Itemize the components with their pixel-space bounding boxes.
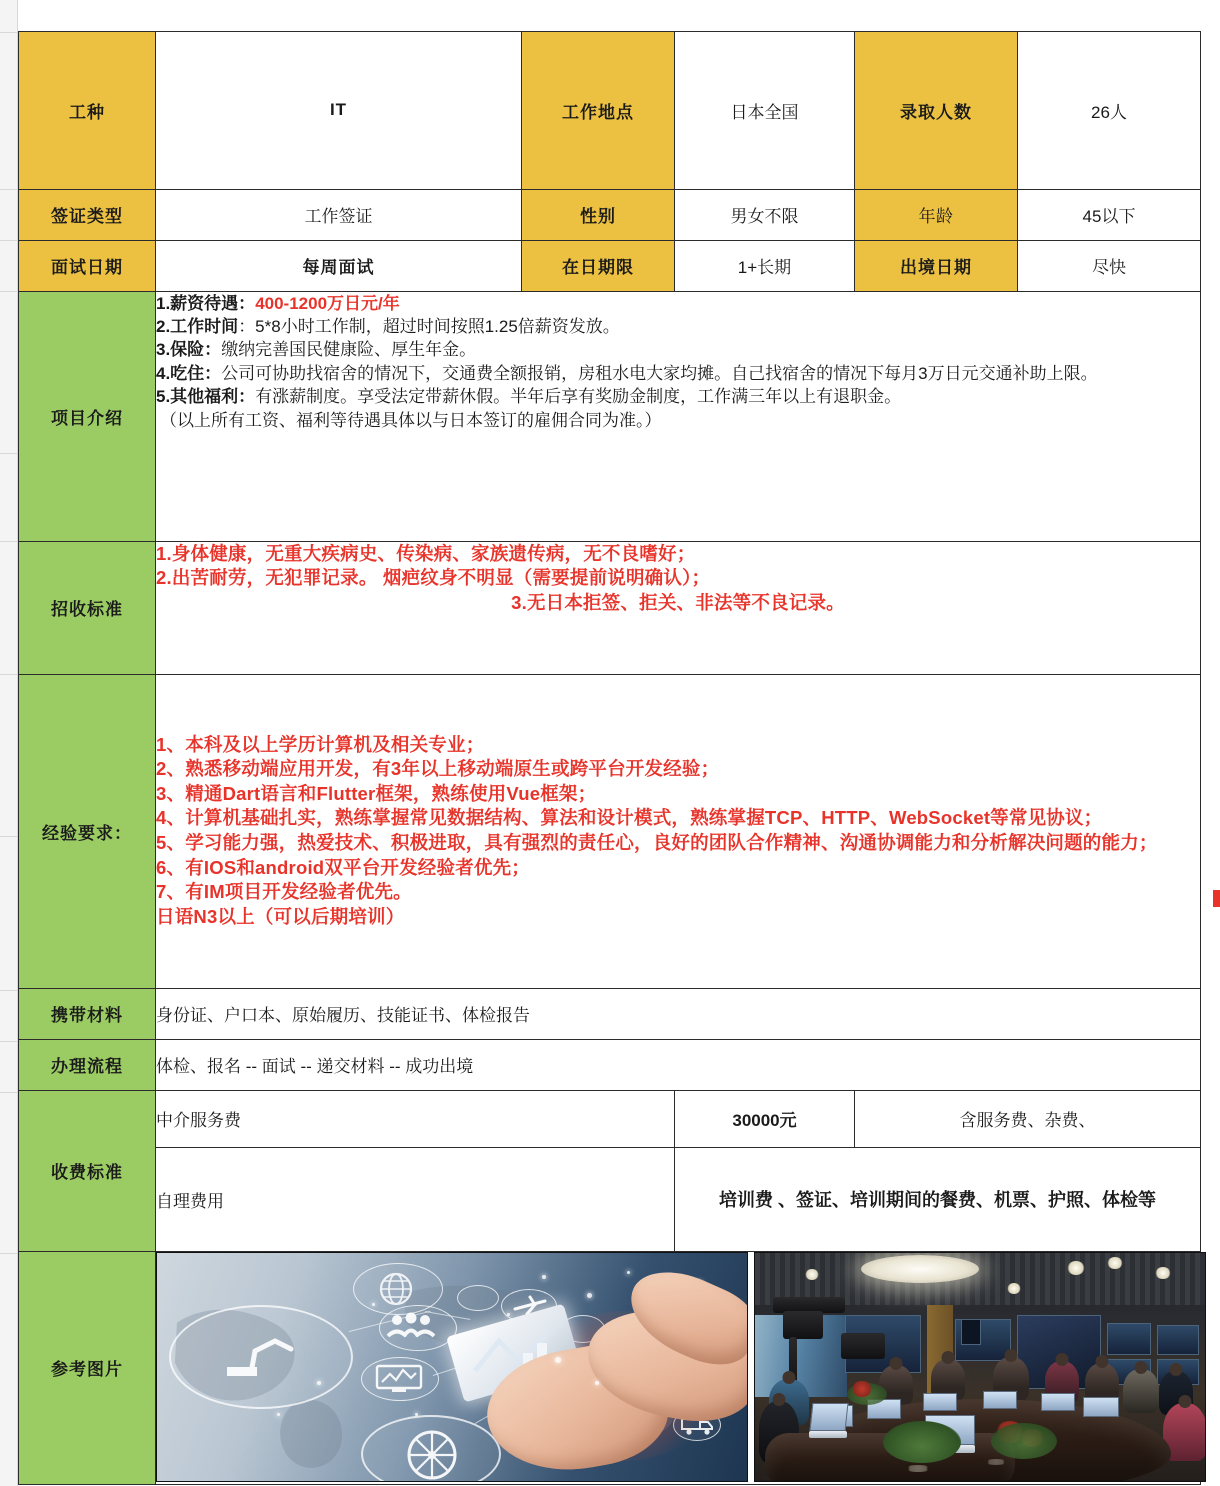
row-header-gutter [0, 0, 18, 1486]
standard-line-3: 3.无日本拒签、拒关、非法等不良记录。 [511, 591, 845, 613]
label-gender: 性别 [522, 189, 675, 240]
table-row [19, 1147, 1201, 1251]
table-row [19, 291, 1201, 541]
globe-grid-icon [363, 1271, 429, 1307]
intro-footnote: （以上所有工资、福利等待遇具体以与日本签订的雇佣合同为准。） [160, 410, 662, 430]
label-materials: 携带材料 [19, 988, 156, 1039]
standard-line-1: 1.身体健康，无重大疾病史、传染病、家族遗传病，无不良嗜好； [156, 542, 696, 564]
fee-amount-0: 30000元 [675, 1090, 855, 1147]
small-gear-node-icon [457, 1285, 499, 1311]
table-row [19, 988, 1201, 1039]
value-gender: 男女不限 [675, 189, 855, 240]
studio-meeting-photo [754, 1252, 1206, 1482]
tech-network-photo [156, 1252, 748, 1482]
label-interview-date: 面试日期 [19, 240, 156, 291]
label-work-location: 工作地点 [522, 31, 675, 189]
value-departure-date: 尽快 [1018, 240, 1201, 291]
label-reference-photos: 参考图片 [19, 1251, 156, 1484]
people-icon [385, 1311, 437, 1341]
value-recruit-standard [156, 541, 1201, 674]
fee-name-0: 中介服务费 [156, 1090, 675, 1147]
intro-salary-value: 400-1200万日元/年 [255, 293, 400, 313]
ceiling-lamp [861, 1255, 979, 1283]
table-row [19, 31, 1201, 189]
intro-line5-key: 5.其他福利： [156, 387, 256, 407]
fee-note-1: 培训费 、签证、培训期间的餐费、机票、护照、体检等 [675, 1147, 1201, 1251]
studio-camera [841, 1333, 885, 1359]
table-spacer-row [19, 0, 1201, 31]
recruitment-table [18, 0, 1201, 1485]
robot-arm-icon [221, 1327, 303, 1379]
label-recruit-standard: 招收标准 [19, 541, 156, 674]
table-row [19, 1039, 1201, 1090]
experience-line-1: 1、本科及以上学历计算机及相关专业； [156, 733, 485, 755]
value-visa-type: 工作签证 [156, 189, 522, 240]
intro-line2-key: 2.工作时间 [156, 316, 239, 336]
intro-line3-value: 缴纳完善国民健康险、厚生年金。 [221, 340, 477, 360]
label-headcount: 录取人数 [855, 31, 1018, 189]
compass-icon [389, 1429, 475, 1481]
label-job-type: 工种 [19, 31, 156, 189]
reference-photos-cell [156, 1251, 1201, 1484]
value-stay-period: 1+长期 [675, 240, 855, 291]
intro-line3-key: 3.保险： [156, 340, 222, 360]
experience-line-8: 日语N3以上（可以后期培训） [156, 905, 405, 927]
experience-line-4: 4、计算机基础扎实，熟练掌握常见数据结构、算法和设计模式，熟练掌握TCP、HTTP、WebSocket等常见协议； [156, 807, 1103, 829]
table-row [19, 1090, 1201, 1147]
sheet-body [18, 0, 1200, 1485]
value-headcount: 26人 [1018, 31, 1201, 189]
intro-line1-key: 1.薪资待遇： [156, 293, 256, 313]
label-visa-type: 签证类型 [19, 189, 156, 240]
value-process: 体检、报名 -- 面试 -- 递交材料 -- 成功出境 [156, 1039, 1201, 1090]
label-stay-period: 在日期限 [522, 240, 675, 291]
experience-line-3: 3、精通Dart语言和Flutter框架，熟练使用Vue框架； [156, 782, 597, 804]
experience-line-7: 7、有IM项目开发经验者优先。 [156, 881, 412, 903]
fee-name-1: 自理费用 [156, 1147, 675, 1251]
value-project-intro [156, 291, 1201, 541]
label-project-intro: 项目介绍 [19, 291, 156, 541]
intro-line2-value: ：5*8小时工作制，超过时间按照1.25倍薪资发放。 [238, 316, 620, 336]
table-row [19, 1251, 1201, 1484]
experience-line-6: 6、有IOS和android双平台开发经验者优先； [156, 856, 530, 878]
table-row [19, 240, 1201, 291]
experience-line-2: 2、熟悉移动端应用开发，有3年以上移动端原生或跨平台开发经验； [156, 758, 720, 780]
value-experience-req [156, 674, 1201, 988]
laptop-base [809, 1431, 847, 1438]
monitor-chart-icon [373, 1363, 425, 1395]
table-plant [883, 1421, 961, 1463]
label-fee-standard: 收费标准 [19, 1090, 156, 1251]
label-experience-req: 经验要求： [19, 674, 156, 988]
label-process: 办理流程 [19, 1039, 156, 1090]
label-departure-date: 出境日期 [855, 240, 1018, 291]
fee-note-0: 含服务费、杂费、 [855, 1090, 1201, 1147]
value-job-type: IT [156, 31, 522, 189]
clipped-red-marker [1213, 890, 1220, 907]
table-row [19, 541, 1201, 674]
intro-line4-key: 4.吃住： [156, 363, 222, 383]
value-age: 45以下 [1018, 189, 1201, 240]
intro-line5-value: 有涨薪制度。享受法定带薪休假。半年后享有奖励金制度，工作满三年以上有退职金。 [255, 387, 902, 407]
experience-line-5: 5、学习能力强，热爱技术、积极进取，具有强烈的责任心，良好的团队合作精神、沟通协调能力和分析解决问题的能力； [156, 832, 1158, 853]
intro-line4-value: 公司可协助找宿舍的情况下，交通费全额报销，房租水电大家均摊。自己找宿舍的情况下每月3万日元交通补助上限。 [221, 363, 1098, 383]
value-materials: 身份证、户口本、原始履历、技能证书、体检报告 [156, 988, 1201, 1039]
label-age: 年龄 [855, 189, 1018, 240]
standard-line-2: 2.出苦耐劳，无犯罪记录。 烟疤纹身不明显（需要提前说明确认）； [156, 567, 711, 589]
table-row [19, 189, 1201, 240]
value-interview-date: 每周面试 [156, 240, 522, 291]
value-work-location: 日本全国 [675, 31, 855, 189]
table-row [19, 674, 1201, 988]
